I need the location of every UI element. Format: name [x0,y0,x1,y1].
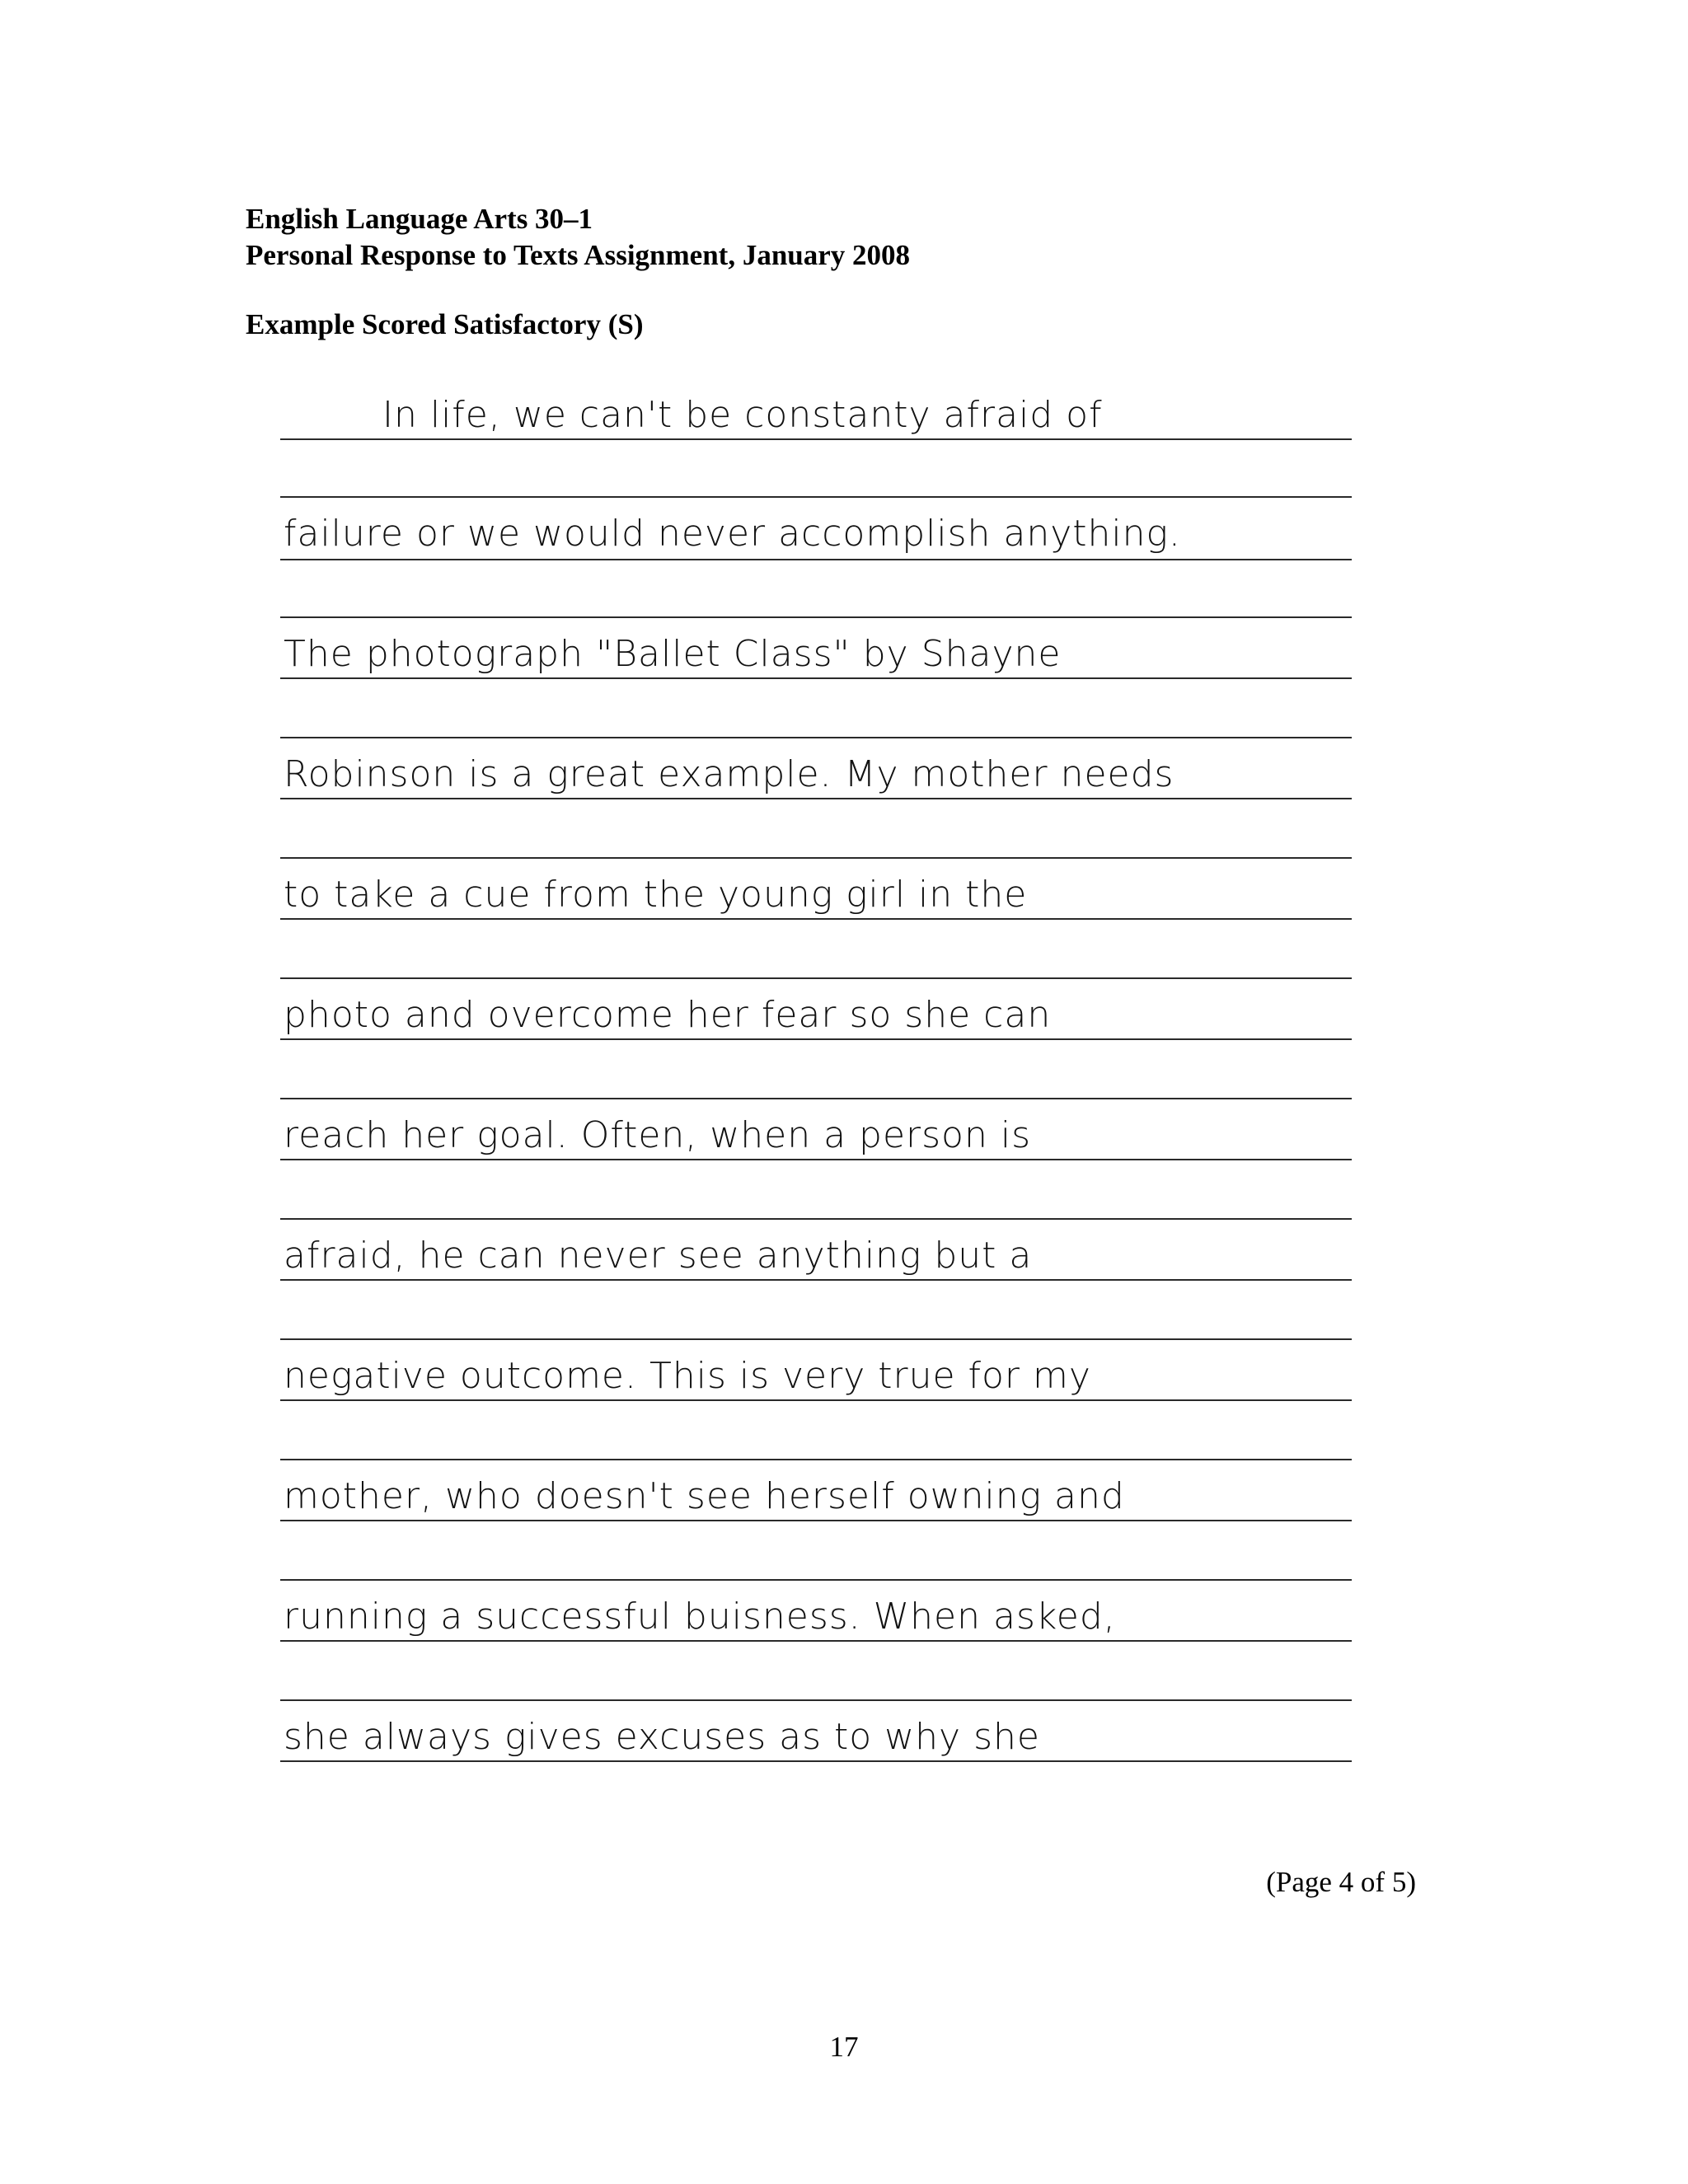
ruled-line [280,1038,1352,1040]
handwritten-line: In life, we can't be constanty afraid of [382,394,1103,436]
assignment-title: Personal Response to Texts Assignment, January 2008 [246,239,911,271]
handwritten-line: she always gives excuses as to why she [284,1716,1040,1758]
ruled-line [280,1159,1352,1160]
ruled-line [280,1279,1352,1281]
course-title: English Language Arts 30–1 [246,203,593,235]
ruled-line [280,616,1352,618]
example-score-heading: Example Scored Satisfactory (S) [246,308,644,340]
ruled-line [280,737,1352,738]
ruled-line [280,1459,1352,1460]
document-header [246,201,910,274]
ruled-line [280,857,1352,859]
ruled-line [280,798,1352,799]
handwritten-line: mother, who doesn't see herself owning and [284,1475,1125,1517]
ruled-line [280,1399,1352,1401]
ruled-line [280,438,1352,440]
ruled-line [280,559,1352,560]
ruled-line [280,677,1352,679]
ruled-line [280,1338,1352,1340]
handwritten-line: photo and overcome her fear so she can [284,994,1052,1036]
handwritten-line: The photograph "Ballet Class" by Shayne [284,633,1062,675]
handwritten-line: failure or we would never accomplish anything. [284,513,1181,555]
ruled-line [280,1699,1352,1701]
ruled-line [280,1579,1352,1581]
ruled-line [280,1218,1352,1220]
handwritten-line: negative outcome. This is very true for my [284,1355,1091,1397]
handwritten-line: afraid, he can never see anything but a [284,1235,1033,1277]
handwritten-line: Robinson is a great example. My mother needs [284,753,1175,795]
ruled-line [280,1098,1352,1099]
lined-answer-sheet [280,387,1352,1805]
ruled-line [280,1640,1352,1642]
handwritten-line: to take a cue from the young girl in the [284,874,1028,916]
ruled-line [280,918,1352,920]
handwritten-line: running a successful buisness. When asked, [284,1596,1116,1638]
page-of-indicator: (Page 4 of 5) [1266,1866,1416,1898]
handwritten-line: reach her goal. Often, when a person is [284,1114,1031,1156]
page-number: 17 [829,2031,859,2063]
ruled-line [280,977,1352,979]
ruled-line [280,496,1352,498]
ruled-line [280,1760,1352,1762]
ruled-line [280,1520,1352,1521]
